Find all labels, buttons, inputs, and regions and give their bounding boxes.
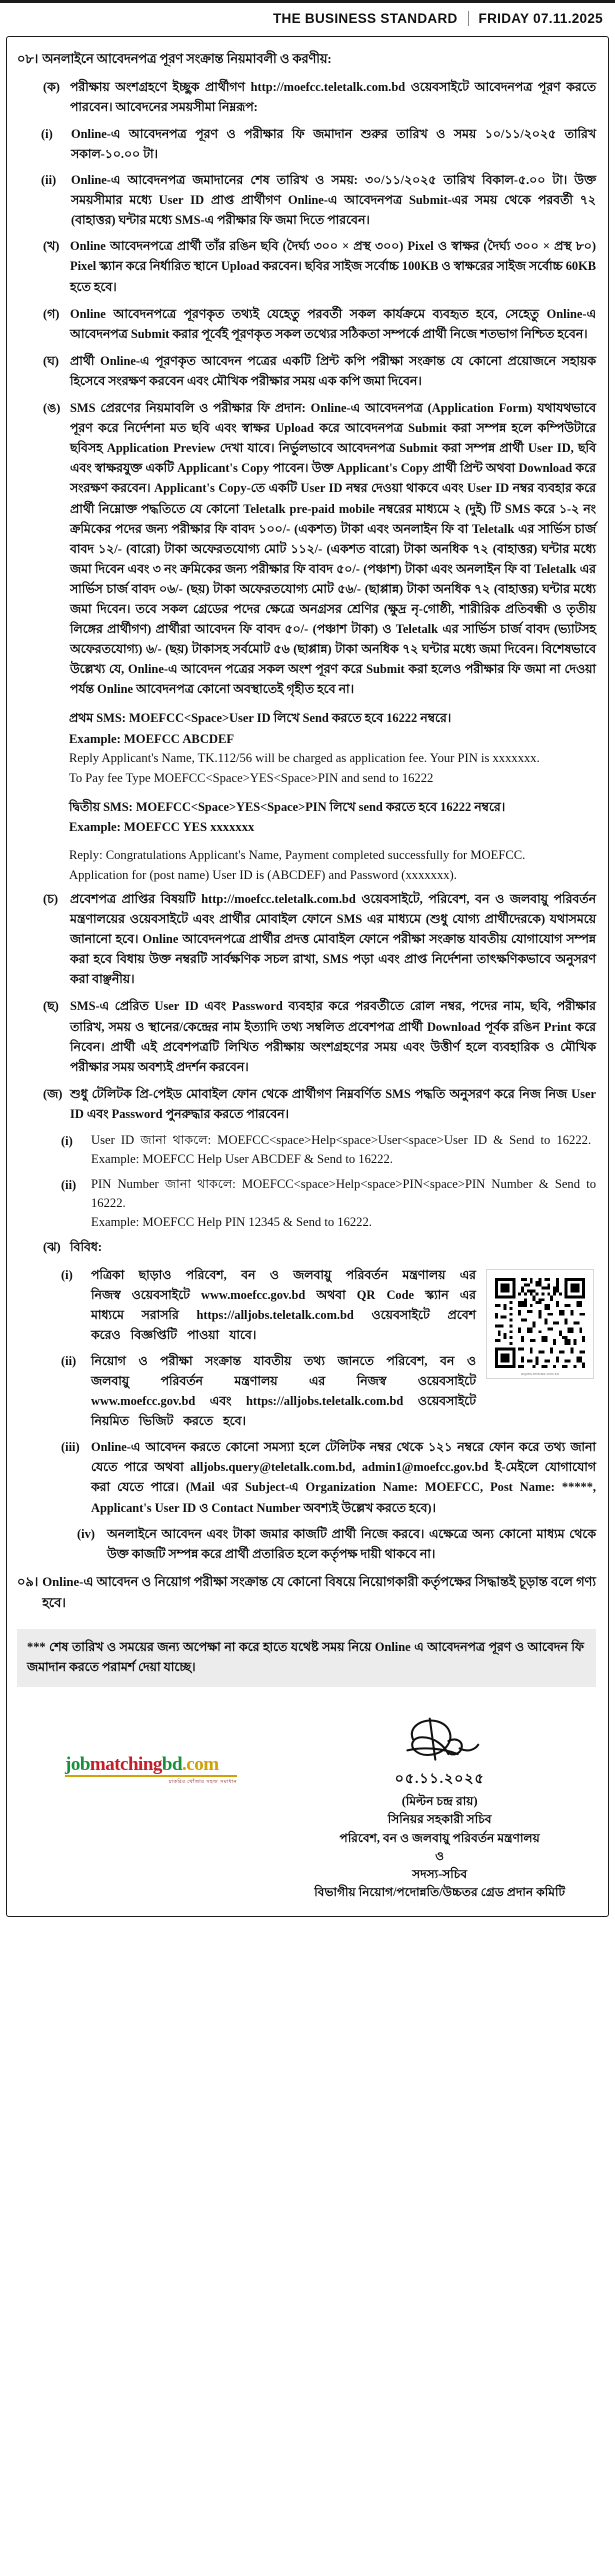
logo-part-bd: bd bbox=[161, 1753, 183, 1775]
item-kha-marker: (খ) bbox=[43, 239, 60, 254]
item-jha-sub-i-marker: (i) bbox=[61, 1267, 73, 1282]
logo-part-matching: matching bbox=[89, 1753, 162, 1775]
item-ga bbox=[17, 304, 596, 344]
signatory-committee: বিভাগীয় নিয়োগ/পদোন্নতি/উচ্চতর গ্রেড প্রদান কমিটি bbox=[314, 1885, 566, 1900]
logo-underline bbox=[65, 1775, 237, 1777]
item-jha-sub-i-text: পত্রিকা ছাড়াও পরিবেশ, বন ও জলবায়ু পরিবর্তন মন্ত্রণালয় এর নিজস্ব ওয়েবসাইটে www.moefcc.gov.bd অথবা QR Code স্ক্যান এর মাধ্যমে সরাসরি https://alljobs.teletalk.com.bd ওয়েবসাইটে প্রবেশ করেও বিজ্ঞপ্তিটি পাওয়া যাবে। bbox=[91, 1267, 476, 1342]
item-ja-sub-i bbox=[17, 1131, 596, 1169]
item-ja-text: শুধু টেলিটক প্রি-পেইড মোবাইল ফোন থেকে প্রার্থীগণ নিম্নবর্ণিত SMS পদ্ধতি অনুসরণ করে নিজ নিজ User ID এবং Password পুনরুদ্ধার করতে পারবেন। bbox=[70, 1086, 596, 1121]
item-ja-sub-ii-marker: (ii) bbox=[61, 1177, 77, 1192]
item-ja-sub-ii bbox=[17, 1175, 596, 1232]
item-jha-sub-ii-marker: (ii) bbox=[61, 1353, 77, 1368]
sms-instruction-block bbox=[17, 708, 596, 885]
masthead-divider bbox=[468, 11, 469, 26]
item-chha-text: SMS-এ প্রেরিত User ID এবং Password ব্যবহার করে পরবর্তীতে রোল নম্বর, পদের নাম, ছবি, পরীক্ষার তারিখ, সময় ও স্থানের/কেন্দ্রের নাম ইত্যাদি তথ্য সম্বলিত প্রবেশপত্র প্রার্থী Download পূর্বক রঙিন Print করে নিবেন। প্রার্থী এই প্রবেশপত্রটি লিখিত পরীক্ষায় অংশগ্রহণের সময় এবং উত্তীর্ণ হলে ব্যবহারিক ও মৌখিক পরীক্ষার সময় অবশ্যই প্রদর্শন করবেন। bbox=[70, 999, 596, 1074]
signatory-ministry: পরিবেশ, বন ও জলবায়ু পরিবর্তন মন্ত্রণালয় bbox=[339, 1830, 540, 1845]
section-9 bbox=[17, 1572, 596, 1613]
qr-code-icon bbox=[492, 1275, 588, 1371]
item-ga-text: Online আবেদনপত্রে পূরণকৃত তথ্যই যেহেতু পরবর্তী সকল কার্যক্রমে ব্যবহৃত হবে, সেহেতু Online-এ আবেদনপত্র Submit করার পূর্বেই পূরণকৃত সকল তথ্যের সঠিকতা সম্পর্কে প্রার্থী নিজে শতভাগ নিশ্চিত হবেন। bbox=[70, 306, 596, 341]
sms-first-line: প্রথম SMS: MOEFCC<Space>User ID লিখে Send করতে হবে 16222 নম্বরে। bbox=[69, 711, 452, 726]
sms-second-line: দ্বিতীয় SMS: MOEFCC<Space>YES<Space>PIN লিখে send করতে হবে 16222 নম্বরে। bbox=[69, 800, 506, 815]
item-ka-sub-ii bbox=[17, 170, 596, 230]
item-ka-sub-i bbox=[17, 124, 596, 164]
item-ja-sub-i-marker: (i) bbox=[61, 1134, 73, 1148]
item-uo-marker: (ঙ) bbox=[43, 401, 61, 416]
item-jha-sub-ii bbox=[17, 1351, 476, 1431]
signatory-role: সদস্য-সচিব bbox=[412, 1867, 468, 1882]
item-ka-sub-ii-text: Online-এ আবেদনপত্র জমাদানের শেষ তারিখ ও সময়: ৩০/১১/২০২৫ তারিখ বিকাল-৫.০০ টা। উক্ত সময়সীমার মধ্যে User ID প্রাপ্ত প্রার্থীগণ Online-এ আবেদনপত্র Submit-এর সময় থেকে পরবর্তী ৭২ (বাহাত্তর) ঘন্টার মধ্যে SMS-এ পরীক্ষার ফি জমা দিতে পারবেন। bbox=[71, 173, 596, 228]
item-ja-sub-i-body bbox=[91, 1131, 596, 1169]
item-ka bbox=[17, 77, 596, 117]
sms-credentials-line: Application for (post name) User ID is (ABCDEF) and Password (xxxxxxx). bbox=[69, 868, 457, 883]
circular-frame bbox=[6, 36, 609, 1917]
item-ja-sub-ii-example: Example: MOEFCC Help PIN 12345 & Send to 16222. bbox=[91, 1214, 372, 1229]
item-jha-sub-iv-marker: (iv) bbox=[77, 1526, 95, 1541]
item-chha-marker: (ছ) bbox=[43, 999, 59, 1014]
signatory-designation: সিনিয়র সহকারী সচিব bbox=[387, 1812, 492, 1827]
item-jha-sub-iii bbox=[17, 1437, 596, 1517]
item-ja-sub-i-text: User ID জানা থাকলে: MOEFCC<space>Help<space>User<space>User ID & Send to 16222. bbox=[91, 1133, 592, 1147]
signature-date: ০৫.১১.২০২৫ bbox=[394, 1771, 485, 1787]
section-8-heading bbox=[17, 49, 596, 70]
item-kha-text: Online আবেদনপত্রে প্রার্থী তাঁর রঙিন ছবি (দৈর্ঘ্য ৩০০ × প্রস্থ ৩০০) Pixel ও স্বাক্ষর (দৈর্ঘ্য ৩০০ × প্রস্থ ৮০) Pixel স্ক্যান করে নির্ধারিত স্থানে Upload করবেন। ছবির সাইজ সর্বোচ্চ 100KB ও স্বাক্ষরের সাইজ সর্বোচ্চ 60KB হতে হবে। bbox=[70, 239, 596, 294]
watermark-logo bbox=[17, 1713, 283, 1787]
item-ja bbox=[17, 1084, 596, 1124]
item-ka-sub-ii-marker: (ii) bbox=[41, 173, 57, 188]
signature-area bbox=[17, 1713, 596, 1902]
signature-block bbox=[283, 1713, 596, 1902]
masthead bbox=[0, 0, 615, 34]
sms-second-reply: Reply: Congratulations Applicant's Name, Payment completed successfully for MOEFCC. bbox=[69, 848, 526, 863]
section-8-number: ০৮। bbox=[17, 52, 39, 66]
section-9-number: ০৯। bbox=[17, 1574, 39, 1589]
qr-code-box[interactable] bbox=[486, 1269, 594, 1380]
sms-first-example: Example: MOEFCC ABCDEF bbox=[69, 731, 235, 746]
item-jha-sub-iii-text: Online-এ আবেদন করতে কোনো সমস্যা হলে টেলিটক নম্বর থেকে ১২১ নম্বরে ফোন করে তথ্য জানা যেতে পারে অথবা alljobs.query@teletalk.com.bd, admin1@moefcc.gov.bd ই-মেইলে যোগাযোগ করা যেতে পারে। (Mail এর Subject-এ Organization Name: MOEFCC, Post Name: *****, Applicant's User ID ও Contact Number অবশ্যই উল্লেখ করতে হবে)। bbox=[91, 1440, 596, 1515]
item-chha bbox=[17, 996, 596, 1076]
item-jha bbox=[17, 1237, 596, 1257]
sms-first-reply: Reply Applicant's Name, TK.112/56 will be charged as application fee. Your PIN is xxxxxxx. bbox=[69, 751, 540, 766]
item-cha-marker: (চ) bbox=[43, 891, 58, 906]
item-gha-text: প্রার্থী Online-এ পূরণকৃত আবেদন পত্রের একটি প্রিন্ট কপি পরীক্ষা সংক্রান্ত যে কোনো প্রয়োজনে সহায়ক হিসেবে সংরক্ষণ করবেন এবং মৌখিক পরীক্ষার সময় এক কপি জমা দিবেন। bbox=[70, 353, 596, 388]
item-jha-sub-i bbox=[17, 1265, 476, 1345]
qr-code-caption: alljobs.teletalk.com.bd bbox=[521, 1372, 559, 1376]
section-8-title: অনলাইনে আবেদনপত্র পূরণ সংক্রান্ত নিয়মাবলী ও করণীয়: bbox=[42, 52, 332, 66]
misc-subitems-wrap bbox=[17, 1265, 596, 1438]
item-uo bbox=[17, 398, 596, 699]
deadline-advisory-note: *** শেষ তারিখ ও সময়ের জন্য অপেক্ষা না করে হাতে যথেষ্ট সময় নিয়ে Online এ আবেদনপত্র পূরণ ও আবেদন ফি জমাদান করতে পরামর্শ দেয়া যাচ্ছে। bbox=[17, 1629, 596, 1687]
item-jha-sub-ii-text: নিয়োগ ও পরীক্ষা সংক্রান্ত যাবতীয় তথ্য জানতে পরিবেশ, বন ও জলবায়ু পরিবর্তন মন্ত্রণালয় এর নিজস্ব ওয়েবসাইটে www.moefcc.gov.bd এবং https://alljobs.teletalk.com.bd ওয়েবসাইটে নিয়মিত ভিজিট করতে হবে। bbox=[91, 1353, 476, 1429]
item-ja-sub-ii-text: PIN Number জানা থাকলে: MOEFCC<space>Help<space>PIN<space>PIN Number & Send to 16222. bbox=[91, 1176, 596, 1210]
jobmatching-logo-text bbox=[65, 1755, 283, 1774]
item-ja-sub-ii-body bbox=[91, 1175, 596, 1232]
item-jha-sub-iii-marker: (iii) bbox=[61, 1440, 80, 1455]
publication-name: THE BUSINESS STANDARD bbox=[272, 11, 458, 26]
item-ka-text: পরীক্ষায় অংশগ্রহণে ইচ্ছুক প্রার্থীগণ http://moefcc.teletalk.com.bd ওয়েবসাইটে আবেদনপত্র পূরণ করতে পারবেন। আবেদনের সময়সীমা নিম্নরূপ: bbox=[70, 79, 596, 114]
item-ja-marker: (জ) bbox=[43, 1086, 63, 1101]
sms-second-example: Example: MOEFCC YES xxxxxxx bbox=[69, 820, 255, 835]
publication-date: FRIDAY 07.11.2025 bbox=[478, 11, 603, 26]
logo-tagline: চাকরির খোঁজার সহজ সমাধান bbox=[168, 1778, 237, 1785]
item-jha-text: বিবিধ: bbox=[70, 1240, 102, 1255]
item-ja-sub-i-example: Example: MOEFCC Help User ABCDEF & Send to 16222. bbox=[91, 1151, 393, 1166]
item-cha bbox=[17, 889, 596, 989]
item-ga-marker: (গ) bbox=[43, 306, 60, 321]
item-jha-sub-iv-text: অনলাইনে আবেদন এবং টাকা জমার কাজটি প্রার্থী নিজে করবে। এক্ষেত্রে অন্য কোনো মাধ্যম থেকে উক্ত কাজটি সম্পন্ন করে প্রার্থী প্রতারিত হলে কর্তৃপক্ষ দায়ী থাকবে না। bbox=[107, 1526, 596, 1561]
item-uo-text: SMS প্রেরণের নিয়মাবলি ও পরীক্ষার ফি প্রদান: Online-এ আবেদনপত্র (Application Form) যথাযথভাবে পূরণ করে নির্দেশনা মত ছবি এবং স্বাক্ষর Upload করে আবেদনপত্র Submit করা সম্পন্ন হলে কম্পিউটারে ছবিসহ Application Preview দেখা যাবে। নির্ভুলভাবে আবেদনপত্র Submit করা সম্পন্ন প্রার্থী User ID, ছবি এবং স্বাক্ষরযুক্ত একটি Applicant's Copy পাবেন। উক্ত Applicant's Copy প্রার্থী প্রিন্ট অথবা Download করে সংরক্ষণ করবেন। Applicant's Copy-তে একটি User ID নম্বর দেওয়া থাকবে এবং User ID নম্বর ব্যবহার করে প্রার্থী নিম্নোক্ত পদ্ধতিতে যে কোনো Teletalk pre-paid mobile নম্বরের মাধ্যমে ২ (দুই) টি SMS করে ১-২ নং ক্রমিকের পদের জন্য পরীক্ষার ফি বাবদ ১০০/- (একশত) টাকা এবং অনলাইন ফি বা Teletalk এর সার্ভিস চার্জ বাবদ ১২/- (বারো) টাকা অফেরতযোগ্য মোট ১১২/- (একশত বারো) টাকা অনধিক ৭২ (বাহাত্তর) ঘন্টার মধ্যে জমা দিবেন এবং ৩ নং ক্রমিকের জন্য পরীক্ষার ফি বাবদ ৫০/- (পঞ্চাশ) টাকা এবং অনলাইন ফি বা Teletalk এর সার্ভিস চার্জ বাবদ ০৬/- (ছয়) টাকা অফেরতযোগ্য মোট ৫৬/- (ছাপ্পান্ন) টাকা অনধিক ৭২ (বাহাত্তর) ঘন্টার মধ্যে জমা দিবেন। তবে সকল গ্রেডের পদের ক্ষেত্রে অনগ্রসর শ্রেণির (ক্ষুদ্র নৃ-গোষ্ঠী, শারীরিক প্রতিবন্ধী ও তৃতীয় লিঙ্গের প্রার্থীগণ) প্রার্থীরা আবেদন ফি বাবদ ৫০/- (পঞ্চাশ টাকা) ও Teletalk এর সার্ভিস চার্জ বাবদ (ভ্যাটসহ অফেরতযোগ্য) ৬/- (ছয়) টাকাসহ সর্বমোট ৫৬ (ছাপ্পান্ন) টাকা অনধিক ৭২ ঘন্টার মধ্যে জমা দিবেন। বিশেষভাবে উল্লেখ্য যে, Online-এ আবেদন পত্রের সকল অংশ পূরণ করে Submit করা হলেও পরীক্ষার ফি জমা না দেওয়া পর্যন্ত Online আবেদনপত্র কোনো অবস্থাতেই গৃহীত হবে না। bbox=[70, 401, 596, 697]
item-kha bbox=[17, 236, 596, 296]
item-gha-marker: (ঘ) bbox=[43, 353, 59, 368]
item-gha bbox=[17, 351, 596, 391]
item-cha-text: প্রবেশপত্র প্রাপ্তির বিষয়টি http://moefcc.teletalk.com.bd ওয়েবসাইটে, পরিবেশ, বন ও জলবায়ু পরিবর্তন মন্ত্রণালয়ের ওয়েবসাইটে এবং প্রার্থীর মোবাইল ফোনে SMS এর মাধ্যমে (শুধু যোগ্য প্রার্থীদেরকে) যথাসময়ে জানানো হবে। Online আবেদনপত্রে প্রার্থীর প্রদত্ত মোবাইল ফোনে পরীক্ষা সংক্রান্ত যাবতীয় যোগাযোগ সম্পন্ন করা হবে বিধায় উক্ত নম্বরটি সার্বক্ষণিক সচল রাখা, SMS পড়া এবং প্রাপ্ত নির্দেশনা তাৎক্ষণিকভাবে অনুসরণ করা বাঞ্ছনীয়। bbox=[70, 891, 596, 987]
item-jha-marker: (ঝ) bbox=[43, 1240, 61, 1255]
item-ka-sub-i-marker: (i) bbox=[41, 126, 53, 141]
sms-pay-instruction: To Pay fee Type MOEFCC<Space>YES<Space>PIN and send to 16222 bbox=[69, 771, 434, 786]
handwritten-signature-icon bbox=[370, 1713, 510, 1769]
logo-part-com: .com bbox=[182, 1753, 219, 1775]
section-9-text: Online-এ আবেদন ও নিয়োগ পরীক্ষা সংক্রান্ত যে কোনো বিষয়ে নিয়োগকারী কর্তৃপক্ষের সিদ্ধান্তই চূড়ান্ত বলে গণ্য হবে। bbox=[42, 1574, 596, 1610]
item-ka-sub-i-text: Online-এ আবেদনপত্র পূরণ ও পরীক্ষার ফি জমাদান শুরুর তারিখ ও সময় ১০/১১/২০২৫ তারিখ সকাল-১০.০০ টা। bbox=[71, 126, 596, 161]
item-jha-sub-iv bbox=[17, 1524, 596, 1564]
item-ka-marker: (ক) bbox=[43, 79, 60, 94]
logo-part-job: job bbox=[65, 1753, 90, 1775]
signatory-name: (মিল্টন চন্দ্র রায়) bbox=[401, 1793, 478, 1808]
signatory-conjunction: ও bbox=[435, 1848, 445, 1863]
